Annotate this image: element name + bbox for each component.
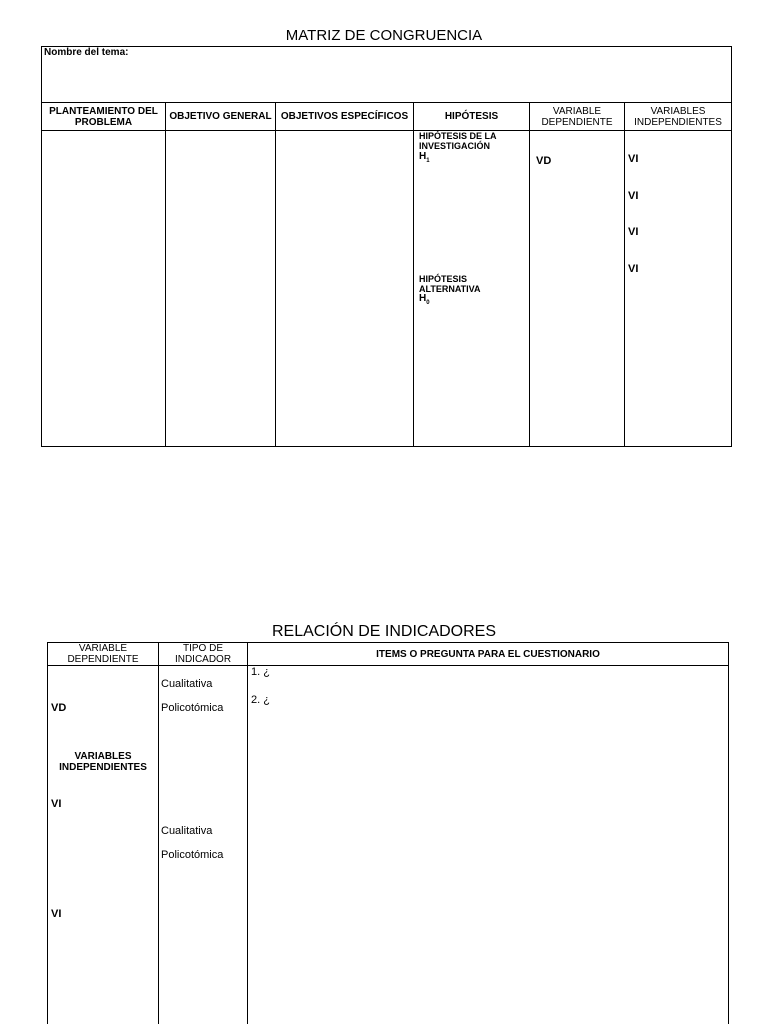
h1-label: $H_1$ bbox=[419, 151, 430, 164]
header-hipotesis: HIPÓTESIS bbox=[444, 111, 499, 122]
rel-header-items: ITEMS O PREGUNTA PARA EL CUESTIONARIO bbox=[376, 648, 600, 660]
header-variables-independientes: VARIABLES INDEPENDIENTES bbox=[634, 105, 722, 128]
header-variable-dependiente: VARIABLE DEPENDIENTE bbox=[541, 105, 613, 128]
header-objetivo-general: OBJETIVO GENERAL bbox=[169, 111, 272, 122]
relacion-vi-section-label: VARIABLES INDEPENDIENTES bbox=[59, 751, 147, 773]
header-planteamiento: PLANTEAMIENTO DEL PROBLEMA bbox=[49, 105, 158, 128]
matriz-title: MATRIZ DE CONGRUENCIA bbox=[285, 27, 483, 44]
matriz-vi-1: VI bbox=[628, 153, 639, 165]
relacion-vd: VD bbox=[51, 702, 67, 714]
item-1: 1. ¿ bbox=[251, 666, 270, 678]
relacion-vi-2: VI bbox=[51, 908, 62, 920]
relacion-title: RELACIÓN DE INDICADORES bbox=[271, 623, 497, 640]
matriz-vi-3: VI bbox=[628, 226, 639, 238]
hipotesis-alternativa-label: HIPÓTESIS ALTERNATIVA bbox=[419, 274, 481, 294]
h0-label: $H_0$ bbox=[419, 293, 430, 306]
matriz-vi-2: VI bbox=[628, 190, 639, 202]
tipo-2-cualitativa: Cualitativa bbox=[161, 825, 213, 837]
rel-header-tipo-indicador: TIPO DE INDICADOR bbox=[174, 643, 232, 665]
hipotesis-investigacion-label: HIPÓTESIS DE LA INVESTIGACIÓN bbox=[419, 131, 497, 151]
tipo-1-cualitativa: Cualitativa bbox=[161, 678, 213, 690]
item-2: 2. ¿ bbox=[251, 694, 270, 706]
tipo-2-policotomica: Policotómica bbox=[161, 849, 224, 861]
nombre-tema-label: Nombre del tema: bbox=[44, 47, 129, 58]
relacion-vi-1: VI bbox=[51, 798, 62, 810]
tipo-1-policotomica: Policotómica bbox=[161, 702, 224, 714]
header-objetivos-especificos: OBJETIVOS ESPECÍFICOS bbox=[280, 111, 409, 122]
rel-header-variable-dependiente: VARIABLE DEPENDIENTE bbox=[67, 643, 139, 665]
matriz-vd: VD bbox=[536, 155, 552, 167]
matriz-vi-4: VI bbox=[628, 263, 639, 275]
